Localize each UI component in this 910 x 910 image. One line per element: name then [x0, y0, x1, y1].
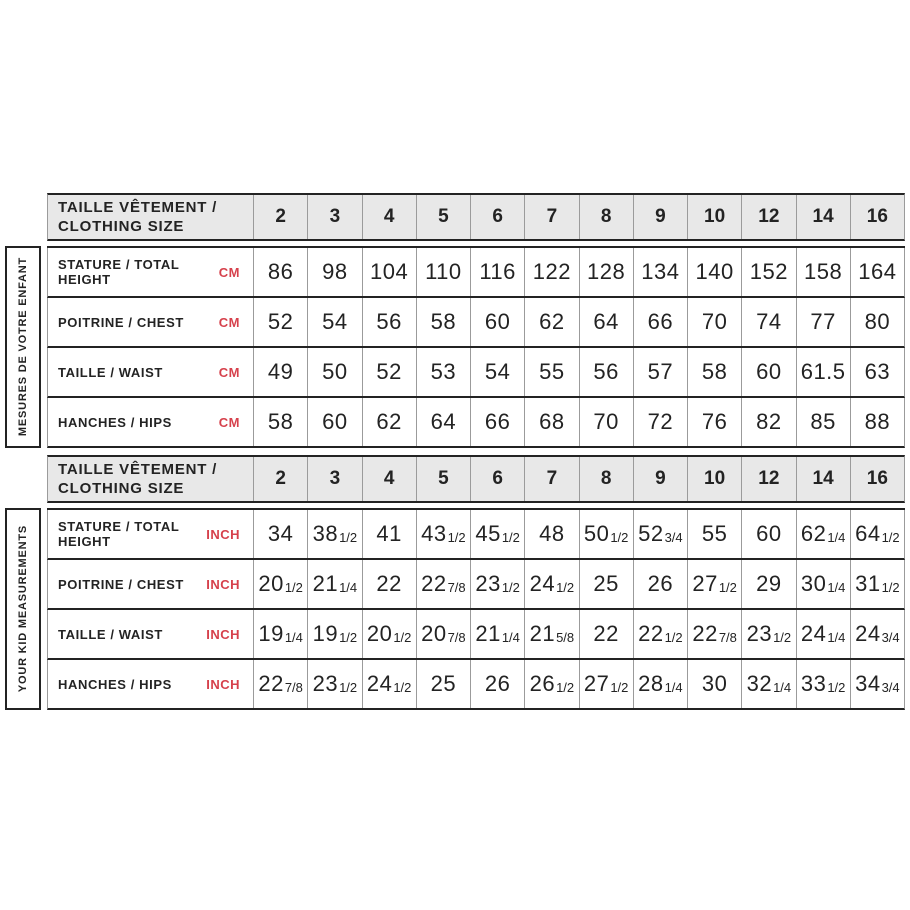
measurement-row-label-cell	[48, 348, 253, 396]
measurement-value: 26	[633, 560, 687, 608]
size-header-title-en: CLOTHING SIZE	[58, 480, 185, 497]
measurement-value: 30 1/4	[796, 560, 850, 608]
measurement-value: 27 1/2	[687, 560, 741, 608]
measurement-value: 88	[850, 398, 904, 446]
measurement-value: 21 1/4	[470, 610, 524, 658]
measurement-value: 68	[524, 398, 578, 446]
size-column-header: 12	[741, 195, 795, 239]
measurement-value: 24 1/2	[524, 560, 578, 608]
fraction: 1/4	[664, 680, 683, 695]
measurement-value: 56	[579, 348, 633, 396]
size-column-header: 9	[633, 195, 687, 239]
measurement-row	[47, 398, 905, 448]
measurement-value: 58	[416, 298, 470, 346]
fraction: 1/2	[664, 630, 683, 645]
measurement-value: 32 1/4	[741, 660, 795, 708]
size-column-header: 4	[362, 195, 416, 239]
size-column-header: 5	[416, 457, 470, 501]
measurement-value: 110	[416, 248, 470, 296]
measurement-label: POITRINE / CHEST	[58, 576, 184, 592]
measurement-value: 60	[470, 298, 524, 346]
measurement-value: 43 1/2	[416, 510, 470, 558]
fraction: 1/2	[610, 530, 629, 545]
measurement-row-label-cell	[48, 610, 253, 658]
measurement-value: 24 1/2	[362, 660, 416, 708]
measurement-value: 62 1/4	[796, 510, 850, 558]
size-column-header: 2	[253, 195, 307, 239]
measurement-label: TAILLE / WAIST	[58, 626, 163, 642]
size-column-header: 14	[796, 457, 850, 501]
inch-side-label: YOUR KID MEASUREMENTS	[17, 525, 29, 693]
measurement-value: 70	[687, 298, 741, 346]
fraction: 1/2	[556, 680, 575, 695]
fraction: 5/8	[556, 630, 575, 645]
measurement-row	[47, 660, 905, 710]
measurement-value: 25	[416, 660, 470, 708]
unit-label: CM	[218, 314, 240, 330]
inch-rows	[47, 508, 905, 710]
measurement-value: 86	[253, 248, 307, 296]
measurement-label: STATURE / TOTAL HEIGHT	[58, 519, 180, 549]
unit-label: INCH	[206, 626, 240, 642]
measurement-value: 45 1/2	[470, 510, 524, 558]
measurement-value: 52	[362, 348, 416, 396]
fraction: 1/2	[339, 630, 358, 645]
measurement-value: 22 7/8	[253, 660, 307, 708]
size-column-header: 8	[579, 195, 633, 239]
measurement-value: 41	[362, 510, 416, 558]
measurement-value: 62	[362, 398, 416, 446]
size-header-title-fr: TAILLE VÊTEMENT /	[58, 460, 218, 478]
measurement-value: 74	[741, 298, 795, 346]
fraction: 3/4	[664, 530, 683, 545]
measurement-value: 60	[741, 348, 795, 396]
measurement-value: 55	[524, 348, 578, 396]
size-header-title	[48, 195, 253, 239]
fraction: 1/2	[393, 630, 412, 645]
fraction: 1/2	[501, 580, 520, 595]
measurement-row	[47, 248, 905, 298]
unit-label: INCH	[206, 676, 240, 692]
measurement-value: 24 1/4	[796, 610, 850, 658]
size-column-header: 14	[796, 195, 850, 239]
measurement-value: 72	[633, 398, 687, 446]
fraction: 1/2	[773, 630, 792, 645]
measurement-value: 26	[470, 660, 524, 708]
measurement-label: STATURE / TOTAL HEIGHT	[58, 257, 180, 287]
measurement-value: 34 3/4	[850, 660, 904, 708]
measurement-label: POITRINE / CHEST	[58, 314, 184, 330]
measurement-value: 61.5	[796, 348, 850, 396]
measurement-label: TAILLE / WAIST	[58, 364, 163, 380]
fraction: 1/4	[773, 680, 792, 695]
measurement-value: 28 1/4	[633, 660, 687, 708]
measurement-row-label-cell	[48, 298, 253, 346]
measurement-value: 58	[687, 348, 741, 396]
measurement-value: 22 7/8	[687, 610, 741, 658]
measurement-value: 50	[307, 348, 361, 396]
size-column-header: 5	[416, 195, 470, 239]
unit-label: CM	[218, 364, 240, 380]
measurement-row	[47, 348, 905, 398]
measurement-value: 60	[741, 510, 795, 558]
measurement-value: 23 1/2	[741, 610, 795, 658]
size-column-header: 9	[633, 457, 687, 501]
measurement-value: 66	[470, 398, 524, 446]
measurement-value: 54	[470, 348, 524, 396]
measurement-value: 31 1/2	[850, 560, 904, 608]
measurement-value: 19 1/4	[253, 610, 307, 658]
measurement-value: 128	[579, 248, 633, 296]
measurement-value: 60	[307, 398, 361, 446]
measurement-row	[47, 610, 905, 660]
measurement-value: 80	[850, 298, 904, 346]
measurement-value: 82	[741, 398, 795, 446]
measurement-label: HANCHES / HIPS	[58, 414, 172, 430]
measurement-value: 152	[741, 248, 795, 296]
measurement-value: 158	[796, 248, 850, 296]
inch-section	[17, 455, 905, 710]
measurement-value: 64	[416, 398, 470, 446]
fraction: 1/2	[339, 680, 358, 695]
measurement-row	[47, 298, 905, 348]
measurement-value: 58	[253, 398, 307, 446]
measurement-row	[47, 510, 905, 560]
unit-label: INCH	[206, 526, 240, 542]
measurement-value: 48	[524, 510, 578, 558]
fraction: 3/4	[881, 680, 900, 695]
fraction: 1/2	[556, 580, 575, 595]
measurement-value: 57	[633, 348, 687, 396]
cm-rows	[47, 246, 905, 448]
measurement-value: 49	[253, 348, 307, 396]
fraction: 1/2	[393, 680, 412, 695]
measurement-value: 22	[579, 610, 633, 658]
measurement-value: 20 7/8	[416, 610, 470, 658]
measurement-value: 34	[253, 510, 307, 558]
fraction: 1/2	[827, 680, 846, 695]
measurement-value: 140	[687, 248, 741, 296]
unit-label: CM	[218, 264, 240, 280]
measurement-value: 24 3/4	[850, 610, 904, 658]
measurement-row-label-cell	[48, 660, 253, 708]
size-header-title-en: CLOTHING SIZE	[58, 218, 185, 235]
fraction: 7/8	[718, 630, 737, 645]
measurement-value: 104	[362, 248, 416, 296]
inch-side-label-box	[5, 508, 41, 710]
measurement-value: 22 7/8	[416, 560, 470, 608]
measurement-value: 50 1/2	[579, 510, 633, 558]
kids-size-chart	[17, 193, 905, 710]
measurement-value: 23 1/2	[307, 660, 361, 708]
measurement-value: 85	[796, 398, 850, 446]
measurement-value: 27 1/2	[579, 660, 633, 708]
measurement-value: 26 1/2	[524, 660, 578, 708]
size-column-header: 16	[850, 195, 904, 239]
measurement-value: 22	[362, 560, 416, 608]
measurement-value: 19 1/2	[307, 610, 361, 658]
measurement-value: 62	[524, 298, 578, 346]
measurement-value: 52	[253, 298, 307, 346]
size-header-row-cm	[47, 193, 905, 241]
size-column-header: 8	[579, 457, 633, 501]
measurement-value: 20 1/2	[253, 560, 307, 608]
fraction: 1/2	[284, 580, 303, 595]
measurement-value: 38 1/2	[307, 510, 361, 558]
fraction: 7/8	[284, 680, 303, 695]
measurement-value: 77	[796, 298, 850, 346]
size-column-header: 10	[687, 195, 741, 239]
fraction: 1/2	[718, 580, 737, 595]
measurement-value: 33 1/2	[796, 660, 850, 708]
fraction: 1/2	[501, 530, 520, 545]
fraction: 3/4	[881, 630, 900, 645]
measurement-value: 29	[741, 560, 795, 608]
size-column-header: 16	[850, 457, 904, 501]
size-column-header: 7	[524, 457, 578, 501]
unit-label: INCH	[206, 576, 240, 592]
size-header-row-inch	[47, 455, 905, 503]
measurement-value: 56	[362, 298, 416, 346]
measurement-value: 25	[579, 560, 633, 608]
measurement-value: 116	[470, 248, 524, 296]
measurement-value: 134	[633, 248, 687, 296]
fraction: 1/4	[827, 530, 846, 545]
size-column-header: 4	[362, 457, 416, 501]
measurement-value: 64	[579, 298, 633, 346]
measurement-row	[47, 560, 905, 610]
measurement-row-label-cell	[48, 398, 253, 446]
measurement-row-label-cell	[48, 560, 253, 608]
size-column-header: 3	[307, 457, 361, 501]
measurement-value: 54	[307, 298, 361, 346]
measurement-value: 23 1/2	[470, 560, 524, 608]
measurement-value: 30	[687, 660, 741, 708]
cm-section	[17, 193, 905, 448]
measurement-label: HANCHES / HIPS	[58, 676, 172, 692]
measurement-row-label-cell	[48, 248, 253, 296]
size-column-header: 6	[470, 457, 524, 501]
cm-side-label: MESURES DE VOTRE ENFANT	[17, 257, 29, 437]
fraction: 1/2	[610, 680, 629, 695]
fraction: 1/4	[827, 630, 846, 645]
size-column-header: 7	[524, 195, 578, 239]
size-column-header: 12	[741, 457, 795, 501]
fraction: 1/2	[447, 530, 466, 545]
measurement-value: 63	[850, 348, 904, 396]
measurement-value: 22 1/2	[633, 610, 687, 658]
fraction: 1/2	[881, 580, 900, 595]
size-header-title-fr: TAILLE VÊTEMENT /	[58, 198, 218, 216]
measurement-value: 66	[633, 298, 687, 346]
size-column-header: 2	[253, 457, 307, 501]
measurement-value: 52 3/4	[633, 510, 687, 558]
measurement-value: 164	[850, 248, 904, 296]
measurement-row-label-cell	[48, 510, 253, 558]
unit-label: CM	[218, 414, 240, 430]
measurement-value: 122	[524, 248, 578, 296]
measurement-value: 64 1/2	[850, 510, 904, 558]
fraction: 1/4	[501, 630, 520, 645]
measurement-value: 70	[579, 398, 633, 446]
measurement-value: 21 1/4	[307, 560, 361, 608]
fraction: 1/4	[339, 580, 358, 595]
fraction: 7/8	[447, 630, 466, 645]
fraction: 1/4	[284, 630, 303, 645]
measurement-value: 21 5/8	[524, 610, 578, 658]
size-column-header: 3	[307, 195, 361, 239]
cm-side-label-box	[5, 246, 41, 448]
size-column-header: 6	[470, 195, 524, 239]
measurement-value: 98	[307, 248, 361, 296]
fraction: 1/2	[339, 530, 358, 545]
size-column-header: 10	[687, 457, 741, 501]
measurement-value: 53	[416, 348, 470, 396]
measurement-value: 76	[687, 398, 741, 446]
measurement-value: 55	[687, 510, 741, 558]
size-header-title	[48, 457, 253, 501]
fraction: 1/2	[881, 530, 900, 545]
measurement-value: 20 1/2	[362, 610, 416, 658]
fraction: 1/4	[827, 580, 846, 595]
fraction: 7/8	[447, 580, 466, 595]
